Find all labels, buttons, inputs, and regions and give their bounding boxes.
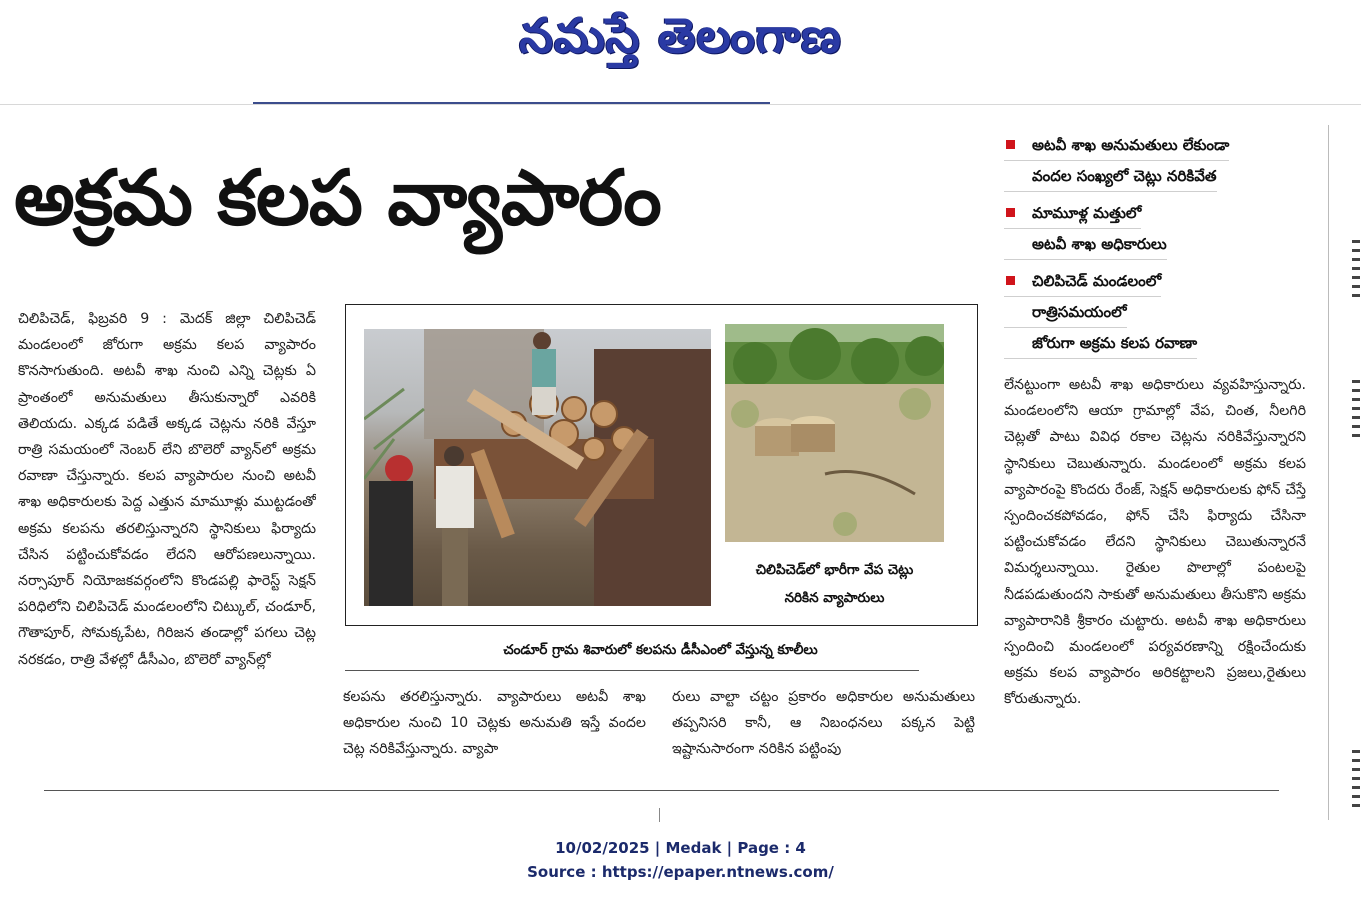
photo-felled-neem-stumps	[725, 324, 944, 542]
adjacent-article-edge	[1352, 380, 1360, 440]
adjacent-article-edge	[1352, 240, 1360, 300]
article-column-2: కలపను తరలిస్తున్నారు. వ్యాపారులు అటవీ శాఖ అధికారుల నుంచి 10 చెట్లకు అనుమతి ఇస్తే వందల చెట్ల నరికివేస్తున్నారు. వ్యాపా	[343, 689, 646, 758]
red-square-bullet-icon	[1006, 140, 1015, 149]
highlight-line: మామూళ్ల మత్తులో	[1004, 198, 1141, 229]
article-column-4: లేనట్టుంగా అటవీ శాఖ అధికారులు వ్యవహిస్తున్నారు. మండలంలోని ఆయా గ్రామాల్లో వేప, చింత, నీలగిరి చెట్లతో పాటు వివిధ రకాల చెట్లను నరికివేస్తున్నారని స్థానికులు చెబుతున్నారు. మండలంలో అక్రమ కలప వ్యాపారంపై కొందరు రేంజ్, సెక్షన్ అధికారులకు ఫోన్ చేస్తే స్పందించకపోవడం, ఫోన్ చేసి ఫిర్యాదు చేసినా పట్టించుకోవడం లేదని స్థానికులు చెబుతున్నారనే విమర్శలున్నాయి. రైతుల పొలాల్లో పంటలపై నీడపడుతుందని సాకుతో అనుమతులు తీసుకొని అక్రమ వ్యాపారానికి శ్రీకారం చుట్టారు. అటవీ శాఖ అధికారులు స్పందించి మండలంలో పర్యవరణాన్ని రక్షించేందుకు అక్రమ కలప వ్యాపారం అరికట్టాలని ప్రజలు,రైతులు కోరుతున్నారు.	[1004, 377, 1306, 708]
masthead-rule	[253, 102, 770, 104]
highlight-line: చిలిపిచెడ్ మండలంలో	[1004, 266, 1161, 297]
adjacent-article-edge	[1352, 750, 1360, 810]
photo-caption-line-1: చిలిపిచెడ్‌లో భారీగా వేప చెట్లు	[755, 562, 914, 578]
highlight-line: అటవీ శాఖ అనుమతులు లేకుండా	[1004, 130, 1229, 161]
right-column-rule	[1328, 125, 1329, 820]
highlight-line: జోరుగా అక్రమ కలప రవాణా	[1004, 328, 1197, 359]
article-headline: అక్రమ కలప వ్యాపారం	[14, 153, 661, 242]
red-square-bullet-icon	[1006, 276, 1015, 285]
column-divider	[659, 808, 660, 822]
page-bottom-rule	[44, 790, 1279, 791]
article-column-3: రులు వాల్టా చట్టం ప్రకారం అధికారుల అనుమతులు తప్పనిసరి కానీ, ఆ నిబంధనలు పక్కన పెట్టి ఇష్టానుసారంగా నరికిన పట్టింపు	[672, 689, 975, 758]
highlight-item	[1004, 130, 1304, 192]
epaper-footer	[0, 836, 1361, 884]
caption-rule	[345, 670, 919, 671]
photo-caption-line-2: నరికిన వ్యాపారులు	[784, 590, 885, 606]
photo-caption-stumps	[725, 556, 944, 612]
footer-date-edition-page: 10/02/2025 | Medak | Page : 4	[555, 839, 806, 857]
highlight-line: రాత్రిసమయంలో	[1004, 297, 1127, 328]
truck-loading-image	[364, 329, 711, 606]
red-square-bullet-icon	[1006, 208, 1015, 217]
footer-source-link[interactable]: Source : https://epaper.ntnews.com/	[527, 863, 834, 881]
highlights-box	[1004, 130, 1304, 365]
article-column-1: చిలిపిచెడ్, ఫిబ్రవరి 9 : మెదక్ జిల్లా చిలిపిచెడ్ మండలంలో జోరుగా అక్రమ కలప వ్యాపారం కొనసాగుతుంది. అటవీ శాఖ నుంచి ఎన్ని చెట్లకు ఏ ప్రాంతంలో అనుమతులు తీసుకున్నారో ఎవరికి తెలియదు. ఎక్కడ పడితే అక్కడ చెట్లను నరికి వేస్తూ రాత్రి సమయంలో నెంబర్ లేని బొలెరో వ్యాన్‌లో అక్రమ రవాణా చేస్తున్నారు. కలప వ్యాపారుల నుంచి అటవీ శాఖ అధికారులకు పెద్ద ఎత్తున మామూళ్లు ముట్టడంతో అక్రమ కలపను తరలిస్తున్నారని స్థానికులు ఫిర్యాదు చేసిన పట్టించుకోవడం లేదని ఆరోపణలున్నాయి. నర్సాపూర్ నియోజకవర్గంలోని కొండపల్లి ఫారెస్ట్ సెక్షన్ పరిధిలోని చిలిపిచెడ్ మండలంలోని చిట్కుల్, చండూర్, గౌతాపూర్, సోమక్కపేట, గిరిజన తండాల్లో పగలు చెట్ల నరకడం, రాత్రి వేళల్లో డీసీఎం, బొలెరో వ్యాన్‌ల్లో	[18, 311, 316, 668]
tree-stumps-image	[725, 324, 944, 542]
highlight-item	[1004, 266, 1304, 359]
highlight-item	[1004, 198, 1304, 260]
highlight-line: అటవీ శాఖ అధికారులు	[1004, 229, 1167, 260]
highlight-line: వందల సంఖ్యలో చెట్లు నరికివేత	[1004, 161, 1217, 192]
photo-labourers-loading-timber	[364, 329, 711, 606]
newspaper-logo: నమస్తే తెలంగాణ	[519, 8, 842, 64]
photo-caption-main: చండూర్ గ్రామ శివారులో కలపను డీసీఎంలో వేస్తున్న కూలీలు	[503, 642, 818, 658]
